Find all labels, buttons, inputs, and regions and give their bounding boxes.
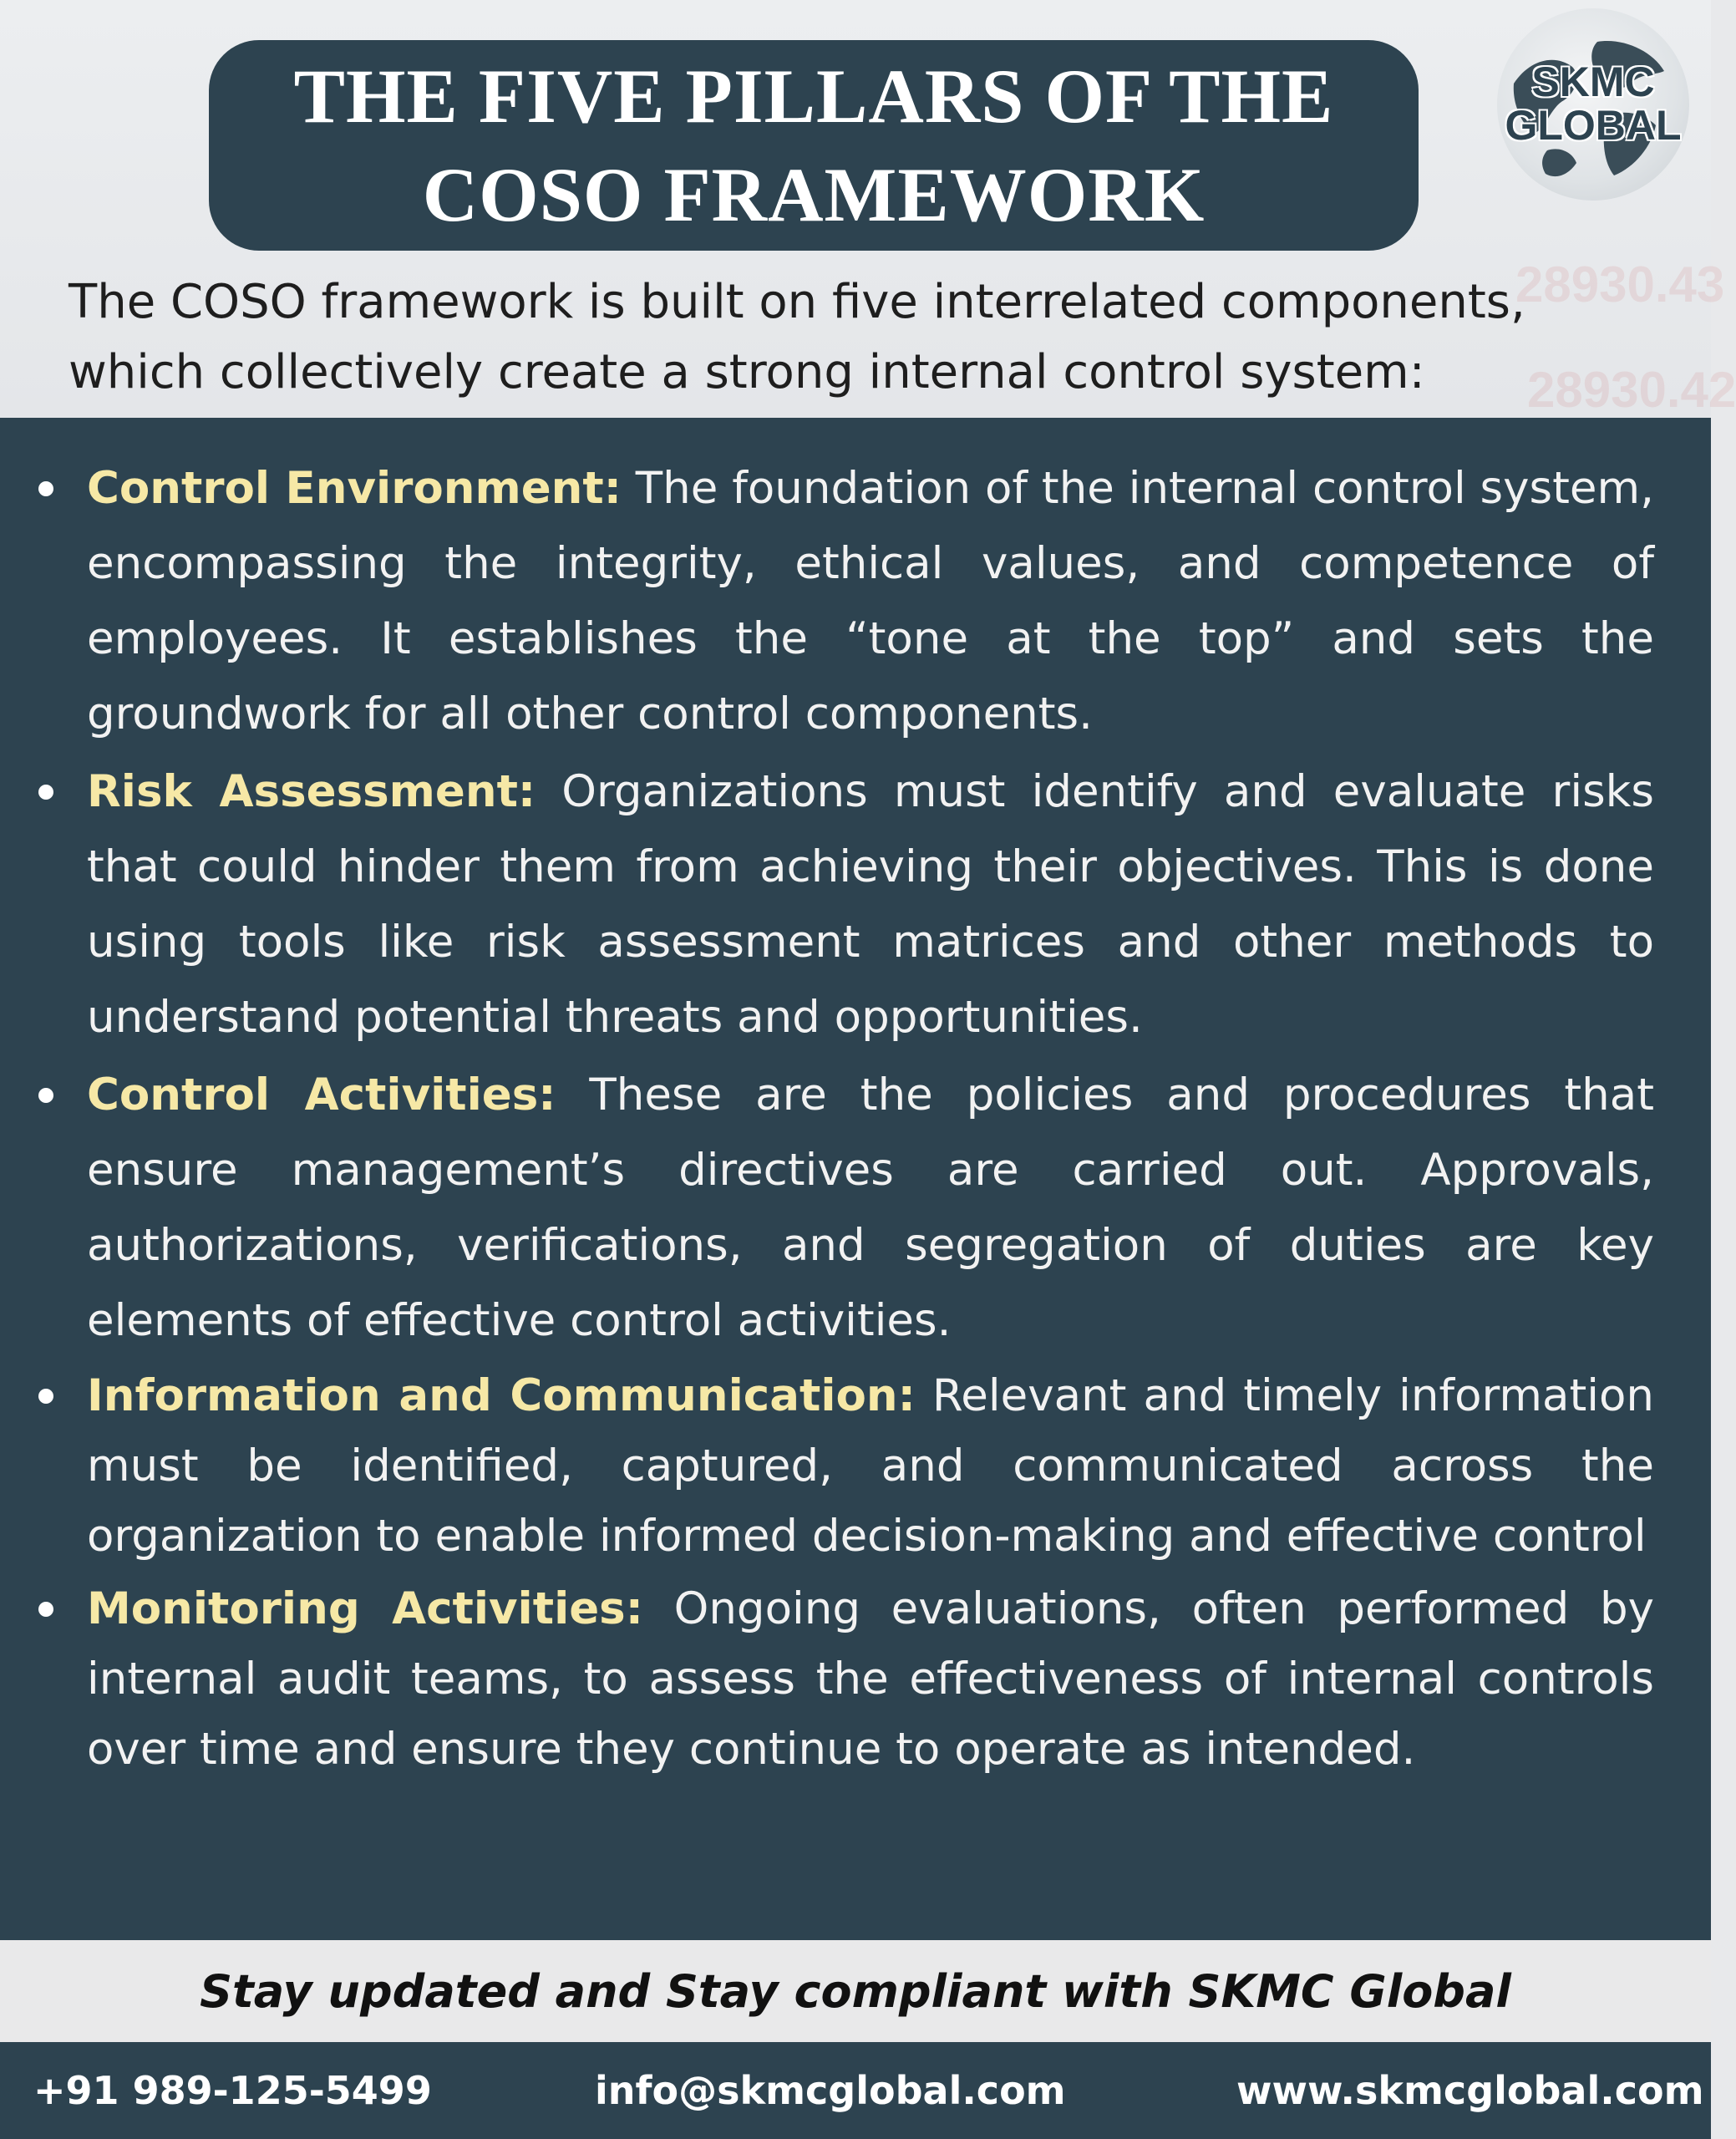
pillar-term: Information and Communication: xyxy=(87,1370,916,1421)
page-title-line-1: THE FIVE PILLARS OF THE xyxy=(293,53,1334,139)
pillar-term: Control Activities: xyxy=(87,1070,556,1120)
logo-text-line-1: SKMC xyxy=(1531,58,1655,105)
pillar-term: Risk Assessment: xyxy=(87,766,536,817)
logo-text-line-2: GLOBAL xyxy=(1505,102,1682,149)
contact-footer xyxy=(0,2042,1711,2139)
website-link[interactable]: www.skmcglobal.com xyxy=(1236,2068,1704,2113)
bullet-icon xyxy=(38,1088,53,1103)
page-title-line-2: COSO FRAMEWORK xyxy=(422,152,1206,237)
pillar-control-activities xyxy=(0,1058,1711,1359)
pillar-description: The foundation of the internal control system, encompassing the integrity, ethical values, and competence of employees. It establishes the “tone at the top” and sets the groundwork for all other control components. xyxy=(87,463,1654,739)
email-link[interactable]: info@skmcglobal.com xyxy=(595,2068,1066,2113)
bullet-icon xyxy=(38,1389,53,1404)
tagline-bar xyxy=(0,1940,1711,2042)
pillar-description: Organizations must identify and evaluate risks that could hinder them from achieving their objectives. This is done using tools like risk assessment matrices and other methods to understand potential threats and opportunities. xyxy=(87,766,1654,1043)
pillar-information-communication xyxy=(0,1361,1711,1572)
pillar-description: Relevant and timely information must be identified, captured, and communicated across the organization to enable informed decision-making and effective control xyxy=(87,1370,1654,1562)
pillar-monitoring-activities xyxy=(0,1574,1711,1785)
skmc-global-logo xyxy=(1497,8,1689,201)
phone-number[interactable]: +91 989-125-5499 xyxy=(33,2068,432,2113)
tagline: Stay updated and Stay compliant with SKMC Global xyxy=(200,1964,1511,2018)
pillar-control-environment xyxy=(0,451,1711,752)
background-number: 28930.43 xyxy=(1515,257,1725,312)
bullet-icon xyxy=(38,481,53,496)
intro-paragraph: The COSO framework is built on five interrelated components, which collectively create a strong internal control system: xyxy=(69,275,1525,399)
pillar-risk-assessment xyxy=(0,754,1711,1055)
bullet-icon xyxy=(38,785,53,800)
pillar-description: Ongoing evaluations, often performed by internal audit teams, to assess the effectiveness of internal controls over time and ensure they continue to operate as intended. xyxy=(87,1583,1654,1775)
pillar-term: Monitoring Activities: xyxy=(87,1583,643,1634)
title-banner xyxy=(209,40,1419,251)
pillar-term: Control Environment: xyxy=(87,463,622,514)
pillars-list xyxy=(0,451,1711,1787)
pillar-description: These are the policies and procedures that ensure management’s directives are carried out. Approvals, authorizations, verifications, and segregation of duties are key elements of effective control activities. xyxy=(87,1070,1654,1346)
bullet-icon xyxy=(38,1602,53,1617)
background-number: 28930.42 xyxy=(1527,362,1736,418)
